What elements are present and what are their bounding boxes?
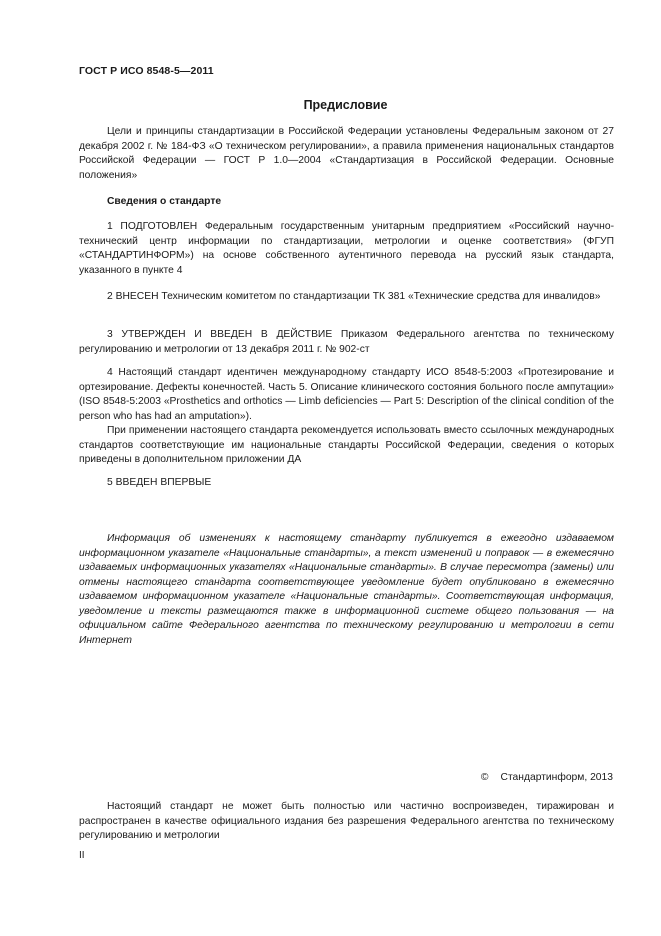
item-5-paragraph: 5 ВВЕДЕН ВПЕРВЫЕ [107, 477, 212, 488]
info-notice-paragraph: Информация об изменениях к настоящему стандарту публикуется в ежегодно издаваемом информационном указателе «Национальные стандарты», а текст изменений и поправок — в ежемесячно издаваемых информационных указателях «Национальные стандарты». В случае пересмотра (замены) или отмены настоящего стандарта соответствующее уведомление будет опубликовано в ежемесячно издаваемом информационном указателе «Национальные стандарты». Соответствующая информация, уведомление и тексты размещаются также в информационной системе общего пользования — на официальном сайте Федерального агентства по техническому регулированию и метрологии в сети Интернет [79, 533, 614, 646]
item-3-paragraph: 3 УТВЕРЖДЕН И ВВЕДЕН В ДЕЙСТВИЕ Приказом Федерального агентства по техническому регулированию и метрологии от 13 декабря 2011 г. № 902-ст [79, 329, 614, 355]
reproduction-notice-paragraph: Настоящий стандарт не может быть полностью или частично воспроизведен, тиражирован и распространен в качестве официального издания без разрешения Федерального агентства по техническому регулированию и метрологии [79, 801, 614, 841]
intro-paragraph: Цели и принципы стандартизации в Российской Федерации установлены Федеральным законом от 27 декабря 2002 г. № 184-ФЗ «О техническом регулировании», а правила применения национальных стандартов Российской Федерации — ГОСТ Р 1.0—2004 «Стандартизация в Российской Федерации. Основные положения» [79, 126, 614, 181]
item-2-paragraph: 2 ВНЕСЕН Техническим комитетом по стандартизации ТК 381 «Технические средства для инвалидов» [107, 291, 601, 302]
item-1-paragraph: 1 ПОДГОТОВЛЕН Федеральным государственным унитарным предприятием «Российский научно-технический центр информации по стандартизации, метрологии и оценке соответствия» (ФГУП «СТАНДАРТИНФОРМ») на основе собственного аутентичного перевода на русский язык стандарта, указанного в пункте 4 [79, 221, 614, 276]
page-number: II [79, 850, 85, 861]
reproduction-notice-block [79, 800, 614, 844]
item-4-note: При применении настоящего стандарта рекомендуется использовать вместо ссылочных международных стандартов соответствующие им национальные стандарты Российской Федерации, сведения о которых приведены в дополнительном приложении ДА [79, 425, 614, 465]
document-code: ГОСТ Р ИСО 8548-5—2011 [79, 65, 214, 77]
item-1-block [79, 220, 614, 278]
intro-block [79, 125, 614, 183]
copyright-symbol: © [480, 772, 489, 783]
item-5-block [79, 476, 614, 491]
item-2-block [79, 290, 614, 305]
item-4-paragraph: 4 Настоящий стандарт идентичен международному стандарту ИСО 8548-5:2003 «Протезирование и ортезирование. Дефекты конечностей. Часть 5. Описание клинического состояния больного после ампутации» (ISO 8548-5:2003 «Prosthetics and orthotics — Limb deficiencies — Part 5: Description of the clinical condition of the person who has had an amputation»). [79, 367, 614, 422]
copyright-line [481, 772, 613, 783]
item-3-block [79, 328, 614, 357]
item-4-block [79, 366, 614, 468]
section-heading: Сведения о стандарте [107, 196, 222, 207]
copyright-text: Стандартинформ, 2013 [500, 772, 613, 783]
page-title: Предисловие [303, 98, 388, 112]
info-notice-block [79, 532, 614, 648]
